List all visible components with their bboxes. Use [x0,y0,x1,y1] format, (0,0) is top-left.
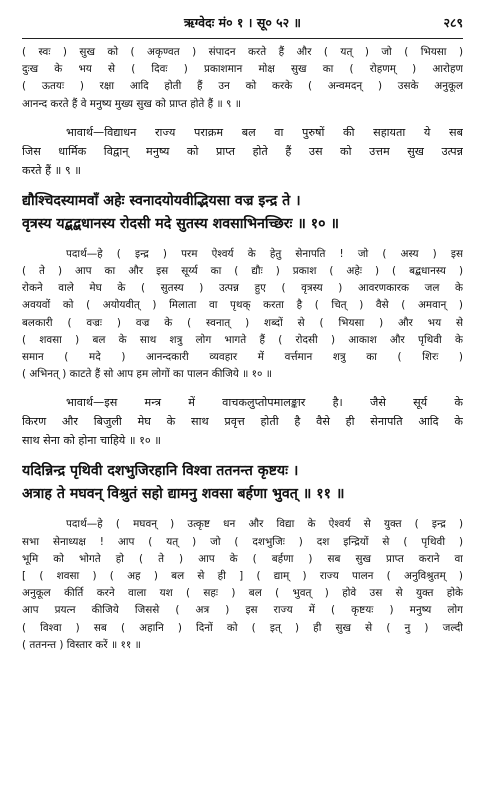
text-line: बलकारी ( वज्रः ) वज्र के ( स्वनात् ) शब्दों से ( भियसा ) और भय से [22,316,463,329]
text-line: पदार्थ—हे ( मघवन् ) उत्कृष्ट धन और विद्या के ऐश्वर्य से युक्त ( इन्द्र ) [66,518,463,531]
text-line: करते हैं ॥ ९ ॥ [22,163,81,177]
text-line: ( विश्वा ) सब ( अहानि ) दिनों को ( इत् ) ही सुख से ( नु ) जल्दी [22,621,463,634]
text-line: अवयवों को ( अयोयवीत् ) मिलाता वा पृथक् करता है ( चित् ) वैसे ( अमवान् ) [22,299,463,312]
page-number: २८९ [443,15,463,30]
text-line: साथ सेना को होना चाहिये ॥ १० ॥ [22,434,161,448]
text-line: [ ( शवसा ) ( अह ) बल से ही ] ( द्याम् ) राज्य पालन ( अनुविश्रुतम् ) [22,570,463,583]
text-line: किरण और बिजुली मेघ के साथ प्रवृत्त होती है वैसे ही सेनापति आदि के [22,415,463,429]
text-line: ( ऊतयः ) रक्षा आदि होती हैं उन को करके ( अन्वमदन् ) उसके अनुकूल [22,80,463,93]
padartha-11 [22,516,463,654]
mantra-11 [22,460,463,506]
mantra-line: वृत्रस्य यद्बद्बधानस्य रोदसी मदे सुतस्य शवसाभिनच्छिरः ॥ १० ॥ [22,215,339,232]
page-header [22,8,463,39]
padartha-10 [22,246,463,384]
mantra-10 [22,190,463,236]
text-line: ( शवसा ) बल के साथ शत्रु लोग भागते हैं ( रोदसी ) आकाश और पृथिवी के [22,333,463,346]
text-line: सभा सेनाध्यक्ष ! आप ( यत् ) जो ( दशभुजिः ) दश इन्द्रियों से ( पृथिवी ) [22,535,463,548]
mantra-line: अत्राह ते मघवन् विश्रुतं सहो द्यामनु शवसा बर्हणा भुवत् ॥ ११ ॥ [22,486,345,503]
text-line: समान ( मदे ) आनन्दकारी व्यवहार में वर्त्तमान शत्रु का ( शिरः ) [22,351,463,364]
text-line: रोकने वाले मेघ के ( सुतस्य ) उत्पन्न हुए ( वृत्रस्य ) आवरणकारक जल के [22,282,463,295]
running-title: ऋग्वेदः मं० १ । सू० ५२ ॥ [183,15,302,30]
text-line: भावार्थ—इस मन्त्र में वाचकलुप्तोपमालङ्कार है। जैसे सूर्य के [66,396,463,410]
text-line: ( ततनन्त ) विस्तार करें ॥ ११ ॥ [22,638,141,651]
text-line: भूमि को भोगते हो ( ते ) आप के ( बर्हणा ) सब सुख प्राप्त कराने वा [22,552,463,565]
text-line: ( स्वः ) सुख को ( अकृण्वत ) संपादन करते हैं और ( यत् ) जो ( भियसा ) [22,46,463,58]
text-line: जिस धार्मिक विद्वान् मनुष्य को प्राप्त होते हैं उस को उत्तम सुख उत्पन्न [22,144,463,158]
padartha-continuation-9 [22,44,463,113]
text-line: दुःख के भय से ( दिवः ) प्रकाशमान मोक्ष सुख का ( रोहणम् ) आरोहण [22,63,463,76]
mantra-line: द्यौश्चिदस्यामवाँ अहेः स्वनादयोयवीद्भियसा वज्र इन्द्र ते । [22,192,301,209]
text-line: ( अभिनत् ) काटते हैं सो आप हम लोगों का पालन कीजिये ॥ १० ॥ [22,368,272,381]
bhavartha-9 [22,123,463,180]
text-line: आप प्रयत्न कीजिये जिससे ( अत्र ) इस राज्य में ( कृष्टयः ) मनुष्य लोग [22,604,463,617]
bhavartha-10 [22,393,463,450]
mantra-line: यदिन्निन्द्र पृथिवी दशभुजिरहानि विश्वा ततनन्त कृष्टयः । [22,463,299,480]
text-line: पदार्थ—हे ( इन्द्र ) परम ऐश्वर्य के हेतु सेनापति ! जो ( अस्य ) इस [66,247,463,260]
text-line: आनन्द करते हैं वे मनुष्य मुख्य सुख को प्राप्त होते हैं ॥ ९ ॥ [22,97,241,110]
document-page [0,8,489,803]
text-line: अनुकूल कीर्ति करने वाला यश ( सहः ) बल ( भुवत् ) होवे उस से युक्त होके [22,587,463,600]
text-line: भावार्थ—विद्याधन राज्य पराक्रम बल वा पुरुषों की सहायता ये सब [66,125,463,139]
text-line: ( ते ) आप का और इस सूर्य्य का ( द्यौः ) प्रकाश ( अहेः ) ( बद्बधानस्य ) [22,265,463,278]
